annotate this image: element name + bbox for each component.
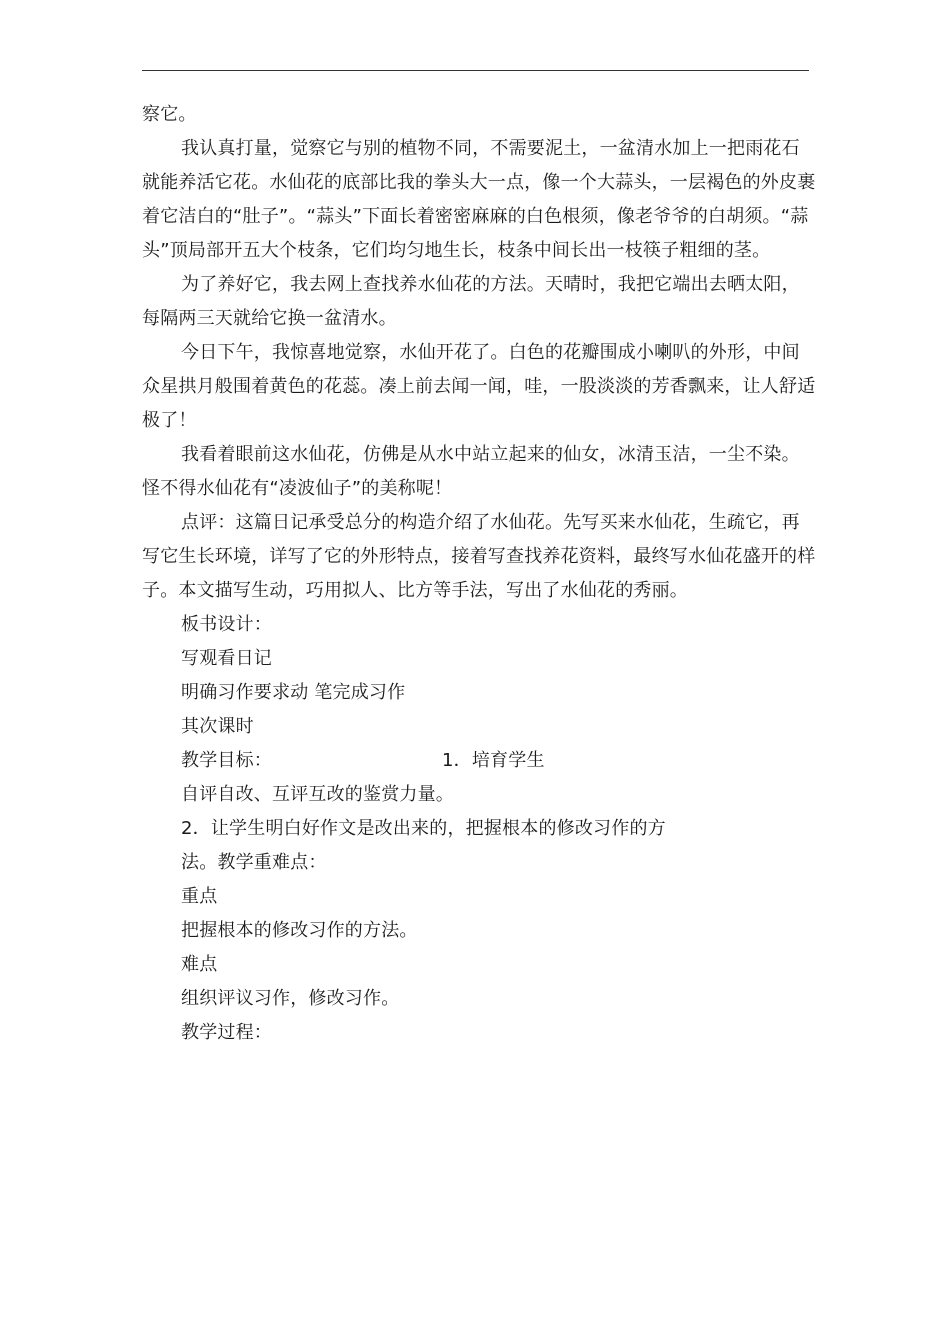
goal-item-2-continued: 法。教学重难点： xyxy=(181,852,327,873)
teaching-goals-label: 教学目标： xyxy=(181,750,272,771)
text-line: 石就能养活它花。水仙花的底部比我的拳头大一点，像一个大蒜头，一层褐色的 xyxy=(142,138,800,193)
key-point-text: 把握根本的修改习作的方法。 xyxy=(181,920,418,941)
header-rule xyxy=(142,70,809,71)
lesson-heading: 其次课时 xyxy=(181,716,254,737)
text-line: 我看着眼前这水仙花，仿佛是从水中站立起来的仙女，冰清玉洁，一尘不染。怪 xyxy=(142,444,800,499)
text-line: 再写它生长环境，详写了它的外形特点，接着写查找养花资料，最终写水仙花盛 xyxy=(142,512,800,567)
document-body xyxy=(142,98,817,1050)
text-line: 今日下午，我惊喜地觉察，水仙开花了。白色的花瓣围成小喇叭的外形，中 xyxy=(181,342,782,363)
text-line: 我认真打量，觉察它与别的植物不同，不需要泥土，一盆清水加上一把雨花 xyxy=(181,138,782,159)
board-design-label: 板书设计： xyxy=(181,614,272,635)
text-line: 茎。 xyxy=(733,240,771,261)
text-line: 外皮裹着它洁白的“肚子”。“蒜头”下面长着密密麻麻的白色根须，像老爷爷的白胡 xyxy=(142,172,816,227)
paragraph-fairy xyxy=(142,438,817,506)
text-line: 每隔两三天就给它换一盆清水。 xyxy=(142,308,397,329)
board-line-2: 明确习作要求动 笔完成习作 xyxy=(181,682,406,703)
text-line: 开的样子。本文描写生动，巧用拟人、比方等手法，写出了水仙花的秀丽。 xyxy=(142,546,816,601)
board-line-1: 写观看日记 xyxy=(181,648,272,669)
difficulty-label: 难点 xyxy=(181,954,218,975)
text-line: 点评：这篇日记承受总分的构造介绍了水仙花。先写买来水仙花，生疏它， xyxy=(181,512,782,533)
teaching-process-label: 教学过程： xyxy=(181,1022,272,1043)
text-line: 间众星拱月般围着黄色的花蕊。凑上前去闻一闻，哇，一股淡淡的芳香飘来，让 xyxy=(142,342,800,397)
paragraph-care xyxy=(142,268,817,336)
paragraph-comment xyxy=(142,506,817,608)
paragraph-continuation: 察它。 xyxy=(142,104,197,125)
text-line: 为了养好它，我去网上查找养水仙花的方法。天晴时，我把它端出去晒太阳， xyxy=(181,274,800,295)
teaching-goals-line xyxy=(142,744,817,778)
text-line: 不得水仙花有“凌波仙子”的美称呢！ xyxy=(160,478,453,499)
goal-item-1: 1．培育学生 xyxy=(442,750,545,771)
paragraph-bloom xyxy=(142,336,817,438)
goal-item-2: 2．让学生明白好作文是改出来的，把握根本的修改习作的方 xyxy=(181,818,666,839)
key-point-label: 重点 xyxy=(181,886,218,907)
goal-item-1-continued: 自评自改、互评互改的鉴赏力量。 xyxy=(181,784,454,805)
text-line: 人舒适极了！ xyxy=(142,376,816,431)
text-line: 须。“蒜头”顶局部开五大个枝条，它们均匀地生长，枝条中间长出一枝筷子粗细的 xyxy=(142,206,809,261)
paragraph-observation xyxy=(142,132,817,268)
difficulty-text: 组织评议习作，修改习作。 xyxy=(181,988,400,1009)
